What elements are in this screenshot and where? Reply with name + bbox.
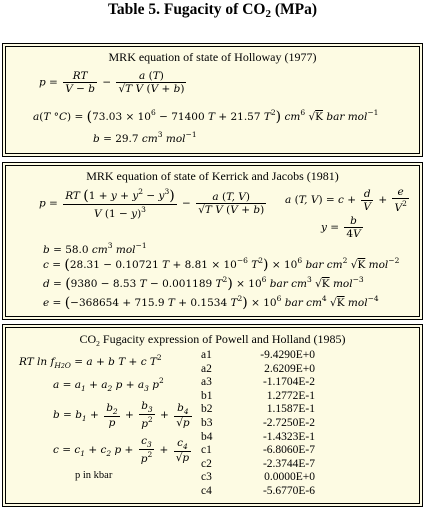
coefficient-value: -1.4323E-1 [262,430,315,443]
kj-header: MRK equation of state of Kerrick and Jacobs (1981) [86,169,339,183]
coefficient-name: c4 [201,484,212,497]
coefficient-name: a1 [201,349,212,361]
coefficient-row [201,403,315,417]
coefficient-name: c2 [201,457,212,470]
coefficient-value: -2.7250E-2 [262,416,315,429]
title-subscript: 2 [265,8,271,20]
ph-units-note: p in kbar [75,470,113,481]
coefficient-table [201,349,315,499]
coefficient-row [201,458,315,472]
ph-b-equation: $b = b_1$ + $\frac{b_2}{p}$ + $\frac{b_3}{p^2}$ + $\frac{b_4}{√p}$ [53,400,190,430]
kj-y-equation: y = $\frac{b}{4V}$ [321,215,361,240]
coefficient-row [201,431,315,445]
coefficient-row [201,363,315,377]
title-prefix: Table 5. Fugacity of CO [108,1,266,18]
coefficient-name: c3 [201,471,212,484]
holloway-header: MRK equation of state of Holloway (1977) [108,50,317,64]
coefficient-name: b4 [201,430,213,443]
title-suffix: (MPa) [270,1,317,18]
ph-fugacity-equation: RT $\ln f_{H2O} = a + b$ T + c $T^2$ [19,353,162,370]
kj-a-equation: a (T, V) = c + $\frac{d}{V}$ + $\frac{e}{V^2}$ [285,186,407,214]
ph-c-equation: $c = c_1 + c_2$ p + $\frac{c_3}{p^2}$ + $\frac{c_4}{√p}$ [53,435,190,465]
coefficient-value: -5.6770E-6 [262,484,315,497]
coefficient-name: a2 [201,362,212,375]
coefficient-value: -9.4290E+0 [260,349,315,361]
kj-c-equation: c = (28.31 − 0.10721 $T + 8.81 \times 10^{-6}$ $T^2) \times 10^6$ bar $cm^2$ √K mol$^{-2}$ [43,256,400,273]
coefficient-name: b3 [201,416,213,429]
coefficient-row [201,376,315,390]
coefficient-value: 0.0000E+0 [264,471,315,484]
coefficient-name: b1 [201,389,213,402]
coefficient-name: a3 [201,376,212,389]
coefficient-value: 1.1587E-1 [266,403,315,416]
powell-holland-panel [2,324,423,507]
holloway-panel [2,43,423,157]
coefficient-row [201,417,315,431]
coefficient-value: 2.6209E+0 [264,362,315,375]
ph-a-equation: $a = a_1 + a_2$ $p + a_3$ $p^2$ [53,376,164,393]
table-title [0,1,425,23]
coefficient-row [201,485,315,499]
kerrick-jacobs-panel [2,162,423,320]
kj-d-equation: d = (9380 − 8.53 T − 0.001189 $T^2) \times 10^6$ bar $cm^3$ √K mol$^{-3}$ [43,275,364,292]
coefficient-value: 1.2772E-1 [266,389,315,402]
coefficient-row [201,444,315,458]
coefficient-name: b2 [201,403,213,416]
coefficient-value: -1.1704E-2 [262,376,315,389]
coefficient-value: -6.8060E-7 [262,444,315,457]
coefficient-name: c1 [201,444,212,457]
coefficient-row [201,471,315,485]
holloway-pressure-equation: p = $\frac{RT}{V - b}$ − $\frac{a (T)}{\text{√T V (V + b)}}$ [39,70,185,95]
coefficient-row [201,349,315,363]
kj-pressure-equation: p = $\frac{RT (1 + y + y^2 - y^3)}{V (1 - y)^3}$ − $\frac{a (T, V)}{\text{√T V (V + b)}}$ [39,187,265,220]
coefficient-value: -2.3744E-7 [262,457,315,470]
ph-header: $CO_2$ Fugacity expression of Powell and Holland (1985) [79,332,346,348]
holloway-a-equation: a(T $^\circ C) = (73.03 \times 10^6 - 71400$ T + 21.57 $T^2$) $cm^6$ √K bar mol$^{-1}$ [33,108,379,125]
holloway-b-equation: b = 29.7 $cm^3$ mol$^{-1}$ [93,130,197,145]
kj-b-equation: b = 58.0 $cm^3$ mol$^{-1}$ [43,241,147,256]
kj-e-equation: e = (−368654 + 715.9 T + 0.1534 $T^2) \times 10^6$ bar $cm^4$ √K mol$^{-4}$ [43,294,379,311]
coefficient-row [201,390,315,404]
